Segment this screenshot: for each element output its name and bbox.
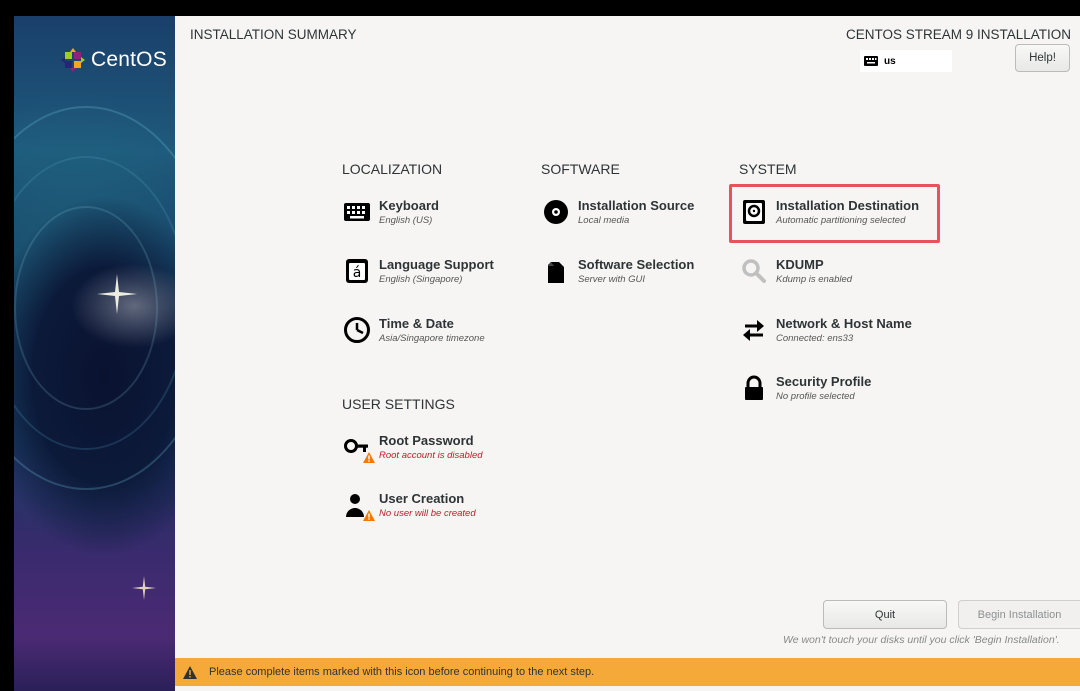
star-decoration bbox=[132, 576, 156, 600]
harddisk-icon bbox=[740, 198, 768, 226]
spoke-title: Installation Destination bbox=[776, 198, 920, 213]
spoke-time-date[interactable] bbox=[343, 316, 485, 345]
spoke-user-creation[interactable] bbox=[343, 491, 476, 520]
category-software: SOFTWARE bbox=[541, 161, 620, 177]
spoke-status: English (Singapore) bbox=[379, 274, 463, 285]
spoke-title: Time & Date bbox=[379, 316, 454, 331]
spoke-status: No profile selected bbox=[776, 391, 855, 402]
spoke-status: Local media bbox=[578, 215, 630, 226]
spoke-status: English (US) bbox=[379, 215, 433, 226]
star-decoration bbox=[97, 274, 137, 314]
network-arrows-icon bbox=[740, 316, 768, 344]
spoke-status: Server with GUI bbox=[578, 274, 646, 285]
keyboard-layout-label: us bbox=[884, 55, 896, 67]
language-icon bbox=[343, 257, 371, 285]
centos-logo-icon bbox=[61, 48, 85, 72]
spoke-title: Software Selection bbox=[578, 257, 695, 272]
spoke-status: Kdump is enabled bbox=[776, 274, 853, 285]
spoke-title: Installation Source bbox=[578, 198, 695, 213]
category-system: SYSTEM bbox=[739, 161, 797, 177]
spoke-root-password[interactable] bbox=[343, 433, 483, 462]
keyboard-icon bbox=[864, 56, 878, 66]
spoke-title: Language Support bbox=[379, 257, 494, 272]
centos-logo bbox=[61, 48, 167, 72]
lock-icon bbox=[740, 374, 768, 402]
spoke-status: Connected: ens33 bbox=[776, 333, 854, 344]
disc-icon bbox=[542, 198, 570, 226]
main-panel bbox=[175, 16, 1080, 691]
spoke-status: Asia/Singapore timezone bbox=[379, 333, 485, 344]
warning-icon bbox=[363, 452, 375, 463]
warning-icon bbox=[183, 666, 197, 679]
spoke-title: Network & Host Name bbox=[776, 316, 912, 331]
page-title: INSTALLATION SUMMARY bbox=[190, 27, 357, 42]
spoke-status: No user will be created bbox=[379, 508, 476, 519]
logo-text: CentOS bbox=[91, 48, 167, 71]
spoke-title: Root Password bbox=[379, 433, 474, 448]
spoke-keyboard[interactable] bbox=[343, 198, 439, 227]
installer-title: CENTOS STREAM 9 INSTALLATION bbox=[845, 27, 1071, 42]
spoke-status: Root account is disabled bbox=[379, 450, 483, 461]
warning-bar bbox=[175, 658, 1080, 686]
spoke-language-support[interactable] bbox=[343, 257, 494, 286]
spoke-title: Keyboard bbox=[379, 198, 439, 213]
warning-icon bbox=[363, 510, 375, 521]
clock-icon bbox=[343, 316, 371, 344]
svg-text:á: á bbox=[352, 265, 362, 281]
category-user-settings: USER SETTINGS bbox=[342, 396, 455, 412]
keyboard-icon bbox=[343, 198, 371, 226]
spoke-installation-destination[interactable] bbox=[740, 198, 919, 227]
spoke-title: User Creation bbox=[379, 491, 465, 506]
spoke-security-profile[interactable] bbox=[740, 374, 871, 403]
quit-button[interactable]: Quit bbox=[823, 600, 947, 629]
warning-message: Please complete items marked with this icon before continuing to the next step. bbox=[209, 666, 595, 678]
spoke-title: Security Profile bbox=[776, 374, 872, 389]
spoke-software-selection[interactable] bbox=[542, 257, 694, 286]
spoke-kdump[interactable] bbox=[740, 257, 852, 286]
keyboard-layout-indicator[interactable] bbox=[860, 50, 952, 72]
spoke-installation-source[interactable] bbox=[542, 198, 694, 227]
sidebar-artwork bbox=[14, 16, 175, 691]
help-button[interactable]: Help! bbox=[1015, 44, 1070, 72]
begin-installation-button[interactable]: Begin Installation bbox=[958, 600, 1080, 629]
disk-note: We won't touch your disks until you click 'Begin Installation'. bbox=[783, 634, 1060, 646]
magnifier-icon bbox=[740, 257, 768, 285]
package-icon bbox=[542, 257, 570, 285]
spoke-network-hostname[interactable] bbox=[740, 316, 912, 345]
spoke-status: Automatic partitioning selected bbox=[776, 215, 906, 226]
category-localization: LOCALIZATION bbox=[342, 161, 443, 177]
spoke-title: KDUMP bbox=[776, 257, 824, 272]
